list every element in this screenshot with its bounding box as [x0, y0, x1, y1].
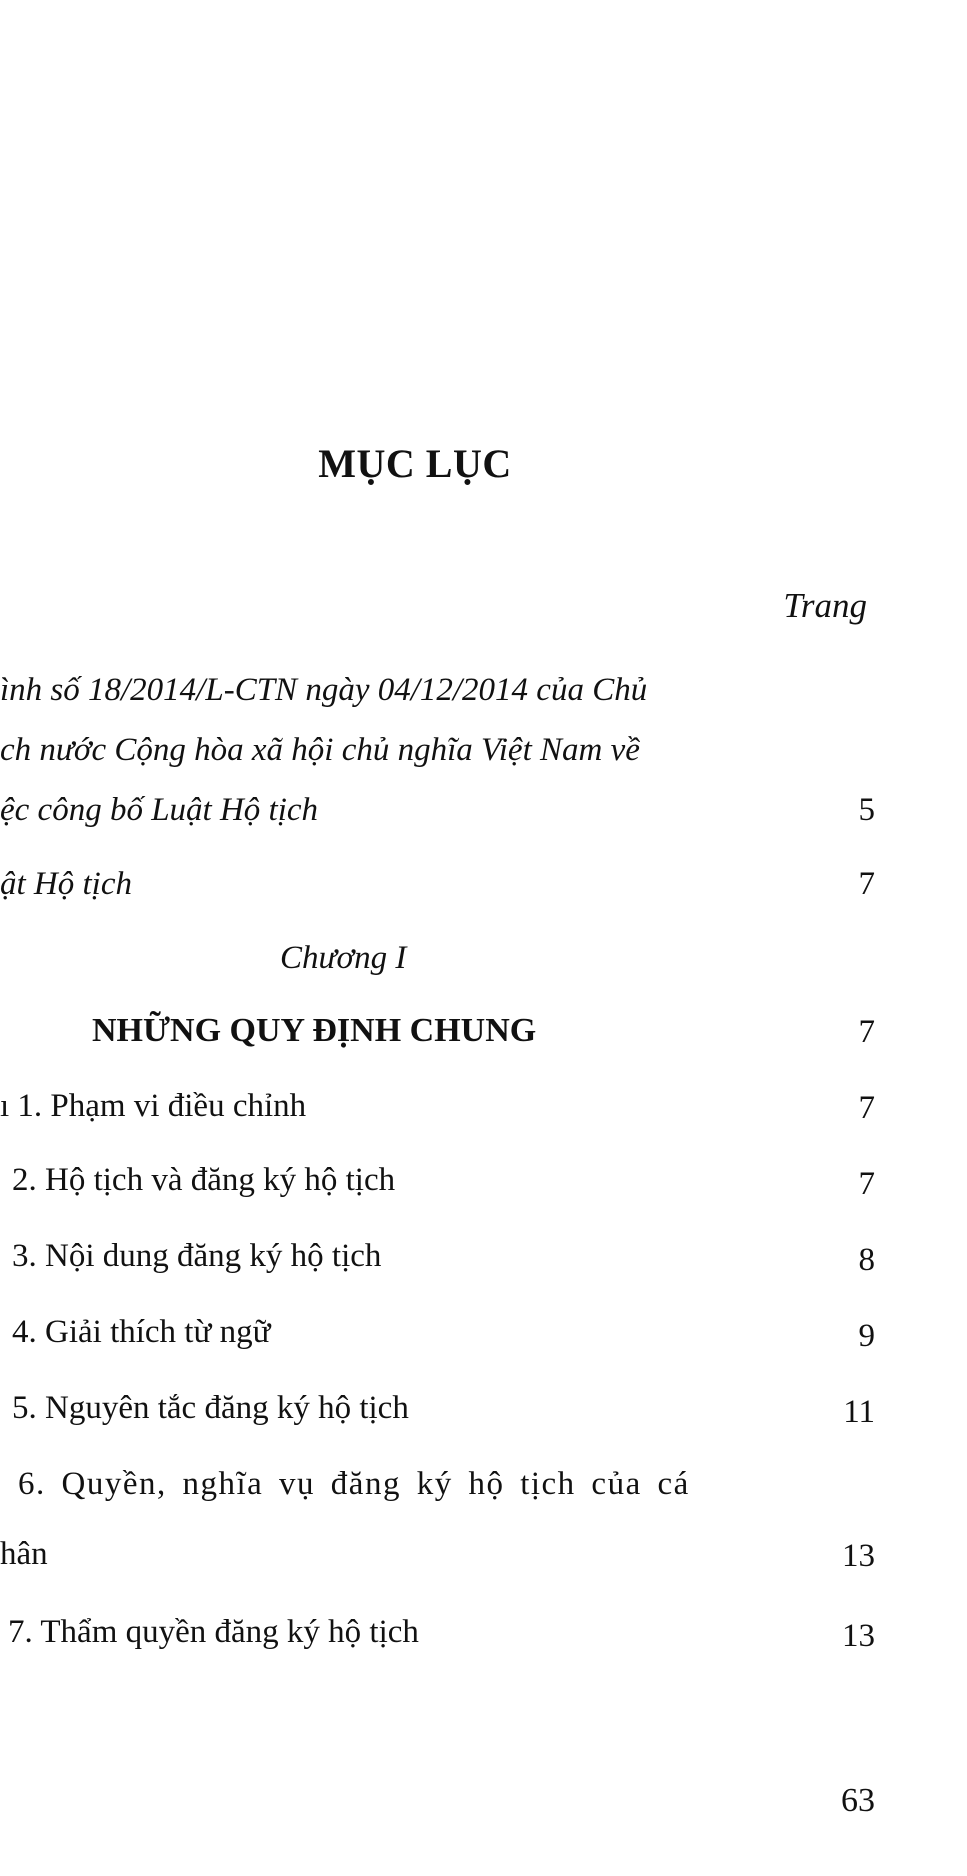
toc-entry-article-6-line-2: hân [0, 1536, 48, 1572]
toc-entry-article-7: 7. Thẩm quyền đăng ký hộ tịch [8, 1614, 419, 1650]
toc-entry-article-3: 3. Nội dung đăng ký hộ tịch [12, 1238, 382, 1274]
toc-entry-article-2: 2. Hộ tịch và đăng ký hộ tịch [12, 1162, 396, 1198]
toc-entry-article-7-page: 13 [842, 1618, 875, 1654]
toc-entry-article-4: 4. Giải thích từ ngữ [12, 1314, 271, 1350]
toc-entry-article-3-page: 8 [858, 1242, 875, 1278]
chapter-label: Chương I [280, 940, 407, 976]
toc-entry-decision-line-3: ệc công bố Luật Hộ tịch [0, 792, 319, 828]
toc-entry-article-6-line-1: 6. Quyền, nghĩa vụ đăng ký hộ tịch của cá [18, 1466, 690, 1502]
toc-entry-decision-line-2: ch nước Cộng hòa xã hội chủ nghĩa Việt Nam về [0, 732, 640, 768]
toc-entry-article-2-page: 7 [858, 1166, 875, 1202]
toc-entry-article-6-page: 13 [842, 1538, 875, 1574]
toc-entry-article-5-page: 11 [843, 1394, 875, 1430]
toc-entry-article-1: ı 1. Phạm vi điều chỉnh [0, 1088, 307, 1124]
chapter-page: 7 [858, 1014, 875, 1050]
toc-entry-article-5: 5. Nguyên tắc đăng ký hộ tịch [12, 1390, 409, 1426]
page-title: MỤC LỤC [318, 441, 512, 486]
toc-entry-decision-line-1: ình số 18/2014/L-CTN ngày 04/12/2014 của Chủ [0, 672, 648, 708]
toc-entry-law-page: 7 [858, 866, 875, 902]
toc-entry-article-4-page: 9 [858, 1318, 875, 1354]
toc-entry-law-title: ật Hộ tịch [0, 866, 132, 902]
toc-entry-decision-page: 5 [858, 792, 875, 828]
chapter-title: NHỮNG QUY ĐỊNH CHUNG [92, 1012, 537, 1049]
page-column-header: Trang [783, 586, 867, 625]
page-number: 63 [841, 1782, 875, 1819]
toc-entry-article-1-page: 7 [858, 1090, 875, 1126]
